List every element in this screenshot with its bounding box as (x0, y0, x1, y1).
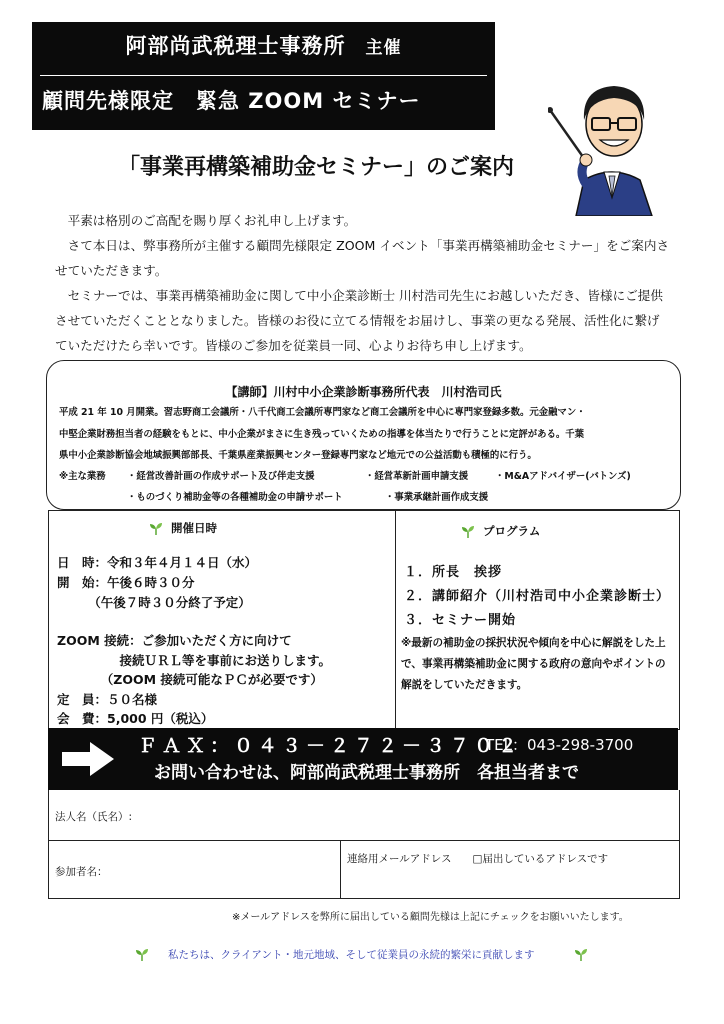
program-item: ２．講師紹介（川村浩司中小企業診断士） (404, 589, 671, 604)
service-item: ・ものづくり補助金等の各種補助金の申請サポート (127, 492, 343, 503)
tel-number: TEL：043-298-3700 (485, 736, 634, 754)
sprout-icon (574, 948, 588, 962)
event-title: 顧問先様限定 緊急 ZOOM セミナー (42, 89, 421, 113)
form-note: ※メールアドレスを弊所に届出している顧問先様は上記にチェックをお願いいたします。 (232, 912, 629, 923)
service-item: ・M&Aアドバイザー(バトンズ) (495, 471, 631, 482)
contact-band (48, 728, 678, 790)
application-form (48, 790, 680, 899)
schedule-heading: 開催日時 (149, 520, 217, 536)
instructor-bio-1: 平成 21 年 10 月開業。習志野商工会議所・八千代商工会議所専門家など商工会議所を中心に専門家登録多数。元金融マン・ (59, 407, 586, 418)
schedule-end: （午後７時３０分終了予定） (57, 595, 251, 610)
event-details-grid (48, 510, 680, 730)
schedule-start: 開 始：午後６時３０分 (57, 575, 195, 590)
schedule-date: 日 時：令和３年４月１４日（水） (57, 555, 258, 570)
slogan: 私たちは、クライアント・地元地域、そして従業員の永続的繁栄に貢献します (168, 949, 535, 961)
instructor-title: 【講師】川村中小企業診断事務所代表 川村浩司氏 (225, 385, 502, 399)
header-banner (32, 22, 495, 130)
company-name-field[interactable]: 法人名（氏名）: (55, 811, 133, 823)
inquiry-text: お問い合わせは、阿部尚武税理士事務所 各担当者まで (154, 763, 579, 783)
instructor-box (46, 360, 681, 510)
services-label: ※主な業務 (59, 471, 106, 482)
fee: 会 費：5,000 円（税込） (57, 711, 214, 726)
page-title: 「事業再構築補助金セミナー」のご案内 (118, 155, 515, 180)
service-item: ・経営改善計画の作成サポート及び伴走支援 (127, 471, 315, 482)
program-item: ３．セミナー開始 (404, 613, 517, 628)
instructor-bio-2: 中堅企業財務担当者の経験をもとに、中小企業がまさに生き残っていくための指導を体当たりで行うことに定評がある。千葉 (59, 429, 585, 440)
email-field[interactable]: 連絡用メールアドレス □届出しているアドレスです (347, 853, 609, 865)
services-row-2 (59, 488, 671, 508)
program-item: １．所長 挨拶 (404, 565, 503, 580)
organizer-line (32, 30, 495, 60)
service-item: ・経営革新計画申請支援 (365, 471, 469, 482)
zoom-url-note: 接続ＵＲＬ等を事前にお送りします。 (57, 653, 332, 668)
program-note: ※最新の補助金の採択状況や傾向を中心に解説をした上で、事業再構築補助金に関する政府の意向やポイントの解説をしていただきます。 (401, 637, 666, 691)
zoom-pc-note: （ZOOM 接続可能なＰＣが必要です） (57, 672, 323, 687)
column-divider (395, 511, 396, 729)
sprout-icon (149, 522, 163, 536)
instructor-bio-3: 県中小企業診断協会地域振興部部長、千葉県産業振興センター登録専門家など地元での公益活動も積極的に行う。 (59, 450, 537, 461)
banner-divider (40, 75, 487, 76)
sprout-icon (135, 948, 149, 962)
participant-name-field[interactable]: 参加者名： (55, 866, 108, 878)
organizer-suffix: 主催 (365, 38, 402, 58)
service-item: ・事業承継計画作成支援 (385, 492, 489, 503)
intro-paragraph-1: 平素は格別のご高配を賜り厚くお礼申し上げます。 (55, 213, 357, 228)
zoom-connection: ZOOM 接続：ご参加いただく方に向けて (57, 633, 292, 648)
organizer-name: 阿部尚武税理士事務所 (125, 34, 346, 58)
intro-paragraph-3: セミナーでは、事業再構築補助金に関して中小企業診断士 川村浩司先生にお越しいただき、皆様にご提供させていただくこととなりました。皆様のお役に立てる情報をお届けし、事業の更なる発展、活性化に繋げていただけたら幸いです。皆様のご参加を従業員一同、心よりお待ち申し上げます。 (55, 288, 663, 353)
fax-number: ＦＡＸ：０４３－２７２－３７０２ (138, 735, 523, 757)
capacity: 定 員：５０名様 (57, 692, 158, 707)
intro-paragraph-2: さて本日は、弊事務所が主催する顧問先様限定 ZOOM イベント「事業再構築補助金セミナー」をご案内させていただきます。 (55, 238, 670, 278)
services-row-1 (59, 467, 671, 487)
presenter-illustration (548, 68, 678, 216)
sprout-icon (461, 525, 475, 539)
program-heading: プログラム (461, 523, 540, 539)
arrow-right-icon (60, 740, 116, 778)
